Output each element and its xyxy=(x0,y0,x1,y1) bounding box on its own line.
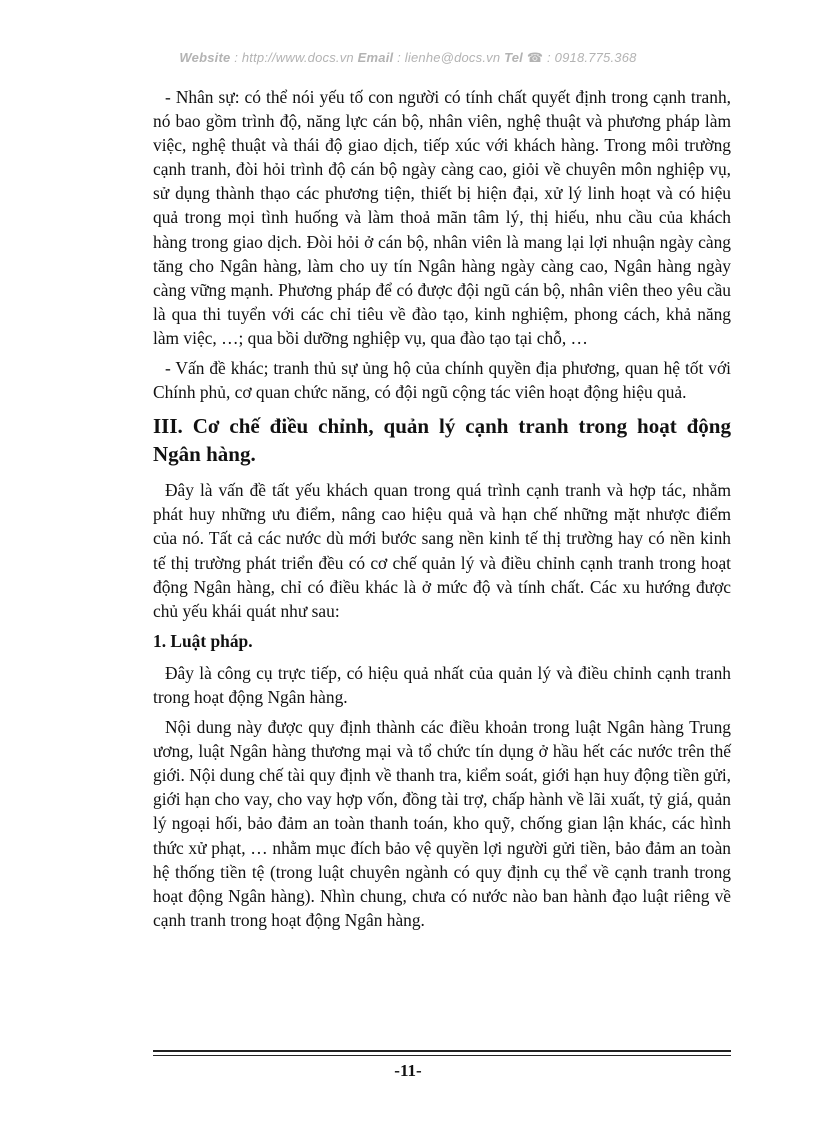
section-heading-iii: III. Cơ chế điều chỉnh, quản lý cạnh tranh trong hoạt động Ngân hàng. xyxy=(153,414,731,467)
website-label: Website xyxy=(179,50,231,65)
page-content xyxy=(153,85,731,938)
page-header xyxy=(0,50,816,66)
phone-icon: ☎ xyxy=(526,50,544,65)
email-label: Email xyxy=(357,50,394,65)
page-number: -11- xyxy=(394,1061,422,1080)
paragraph-day-la-van-de: Đây là vấn đề tất yếu khách quan trong quá trình cạnh tranh và hợp tác, nhằm phát huy những ưu điểm, nâng cao hiệu quả và hạn chế những mặt nhược điểm của nó. Tất cả các nước dù mới bước sang nền kinh tế thị trường hay có nền kinh tế thị trường phát triển đều có cơ chế quản lý và điều chỉnh cạnh tranh trong hoạt động Ngân hàng, chỉ có điều khác là ở mức độ và tính chất. Các xu hướng được chủ yếu khái quát như sau: xyxy=(153,480,731,621)
tel-value: : 0918.775.368 xyxy=(543,50,637,65)
website-value: : http://www.docs.vn xyxy=(230,50,358,65)
footer-rule-thick xyxy=(153,1050,731,1052)
paragraph-noi-dung: Nội dung này được quy định thành các điều khoản trong luật Ngân hàng Trung ương, luật Ngân hàng thương mại và tổ chức tín dụng ở hầu hết các nước trên thế giới. Nội dung chế tài quy định về thanh tra, kiểm soát, giới hạn huy động tiền gửi, giới hạn cho vay, cho vay hợp vốn, đồng tài trợ, chấp hành về lãi xuất, tỷ giá, quản lý ngoại hối, bảo đảm an toàn thanh toán, kho quỹ, chống gian lận khác, các hình thức xử phạt, … nhằm mục đích bảo vệ quyền lợi người gửi tiền, bảo đảm an toàn hệ thống tiền tệ (trong luật chuyên ngành có quy định cụ thể về cạnh tranh trong hoạt động Ngân hàng). Nhìn chung, chưa có nước nào ban hành đạo luật riêng về cạnh tranh trong hoạt động Ngân hàng. xyxy=(153,717,731,930)
paragraph-cong-cu: Đây là công cụ trực tiếp, có hiệu quả nhất của quản lý và điều chỉnh cạnh tranh trong hoạt động Ngân hàng. xyxy=(153,662,731,707)
tel-label: Tel xyxy=(504,50,523,65)
email-value: : lienhe@docs.vn xyxy=(393,50,505,65)
paragraph-nhan-su: - Nhân sự: có thể nói yếu tố con người có tính chất quyết định trong cạnh tranh, nó bao gồm trình độ, năng lực cán bộ, nhân viên, nghệ thuật và phương pháp làm việc, nghệ thuật và thái độ giao dịch, tiếp xúc với khách hàng. Trong môi trường cạnh tranh, đòi hỏi trình độ cán bộ ngày càng cao, giỏi về chuyên môn nghiệp vụ, sử dụng thành thạo các phương tiện, thiết bị hiện đại, xử lý linh hoạt và có hiệu quả trong mọi tình huống và làm thoả mãn tâm lý, thị hiếu, nhu cầu của khách hàng trong giao dịch. Đòi hỏi ở cán bộ, nhân viên là mang lại lợi nhuận ngày càng tăng cho Ngân hàng, làm cho uy tín Ngân hàng ngày càng cao, Ngân hàng ngày càng vững mạnh. Phương pháp để có được đội ngũ cán bộ, nhân viên theo yêu cầu là qua thi tuyển với các chỉ tiêu về đào tạo, kinh nghiệm, phong cách, khả năng làm việc, …; qua bồi dưỡng nghiệp vụ, qua đào tạo tại chỗ, … xyxy=(153,87,731,348)
subsection-heading-luat-phap: 1. Luật pháp. xyxy=(153,630,253,651)
paragraph-van-de-khac: - Vấn đề khác; tranh thủ sự ủng hộ của chính quyền địa phương, quan hệ tốt với Chính phủ, cơ quan chức năng, có đội ngũ cộng tác viên hoạt động hiệu quả. xyxy=(153,358,731,403)
footer-rule-thin xyxy=(153,1055,731,1056)
